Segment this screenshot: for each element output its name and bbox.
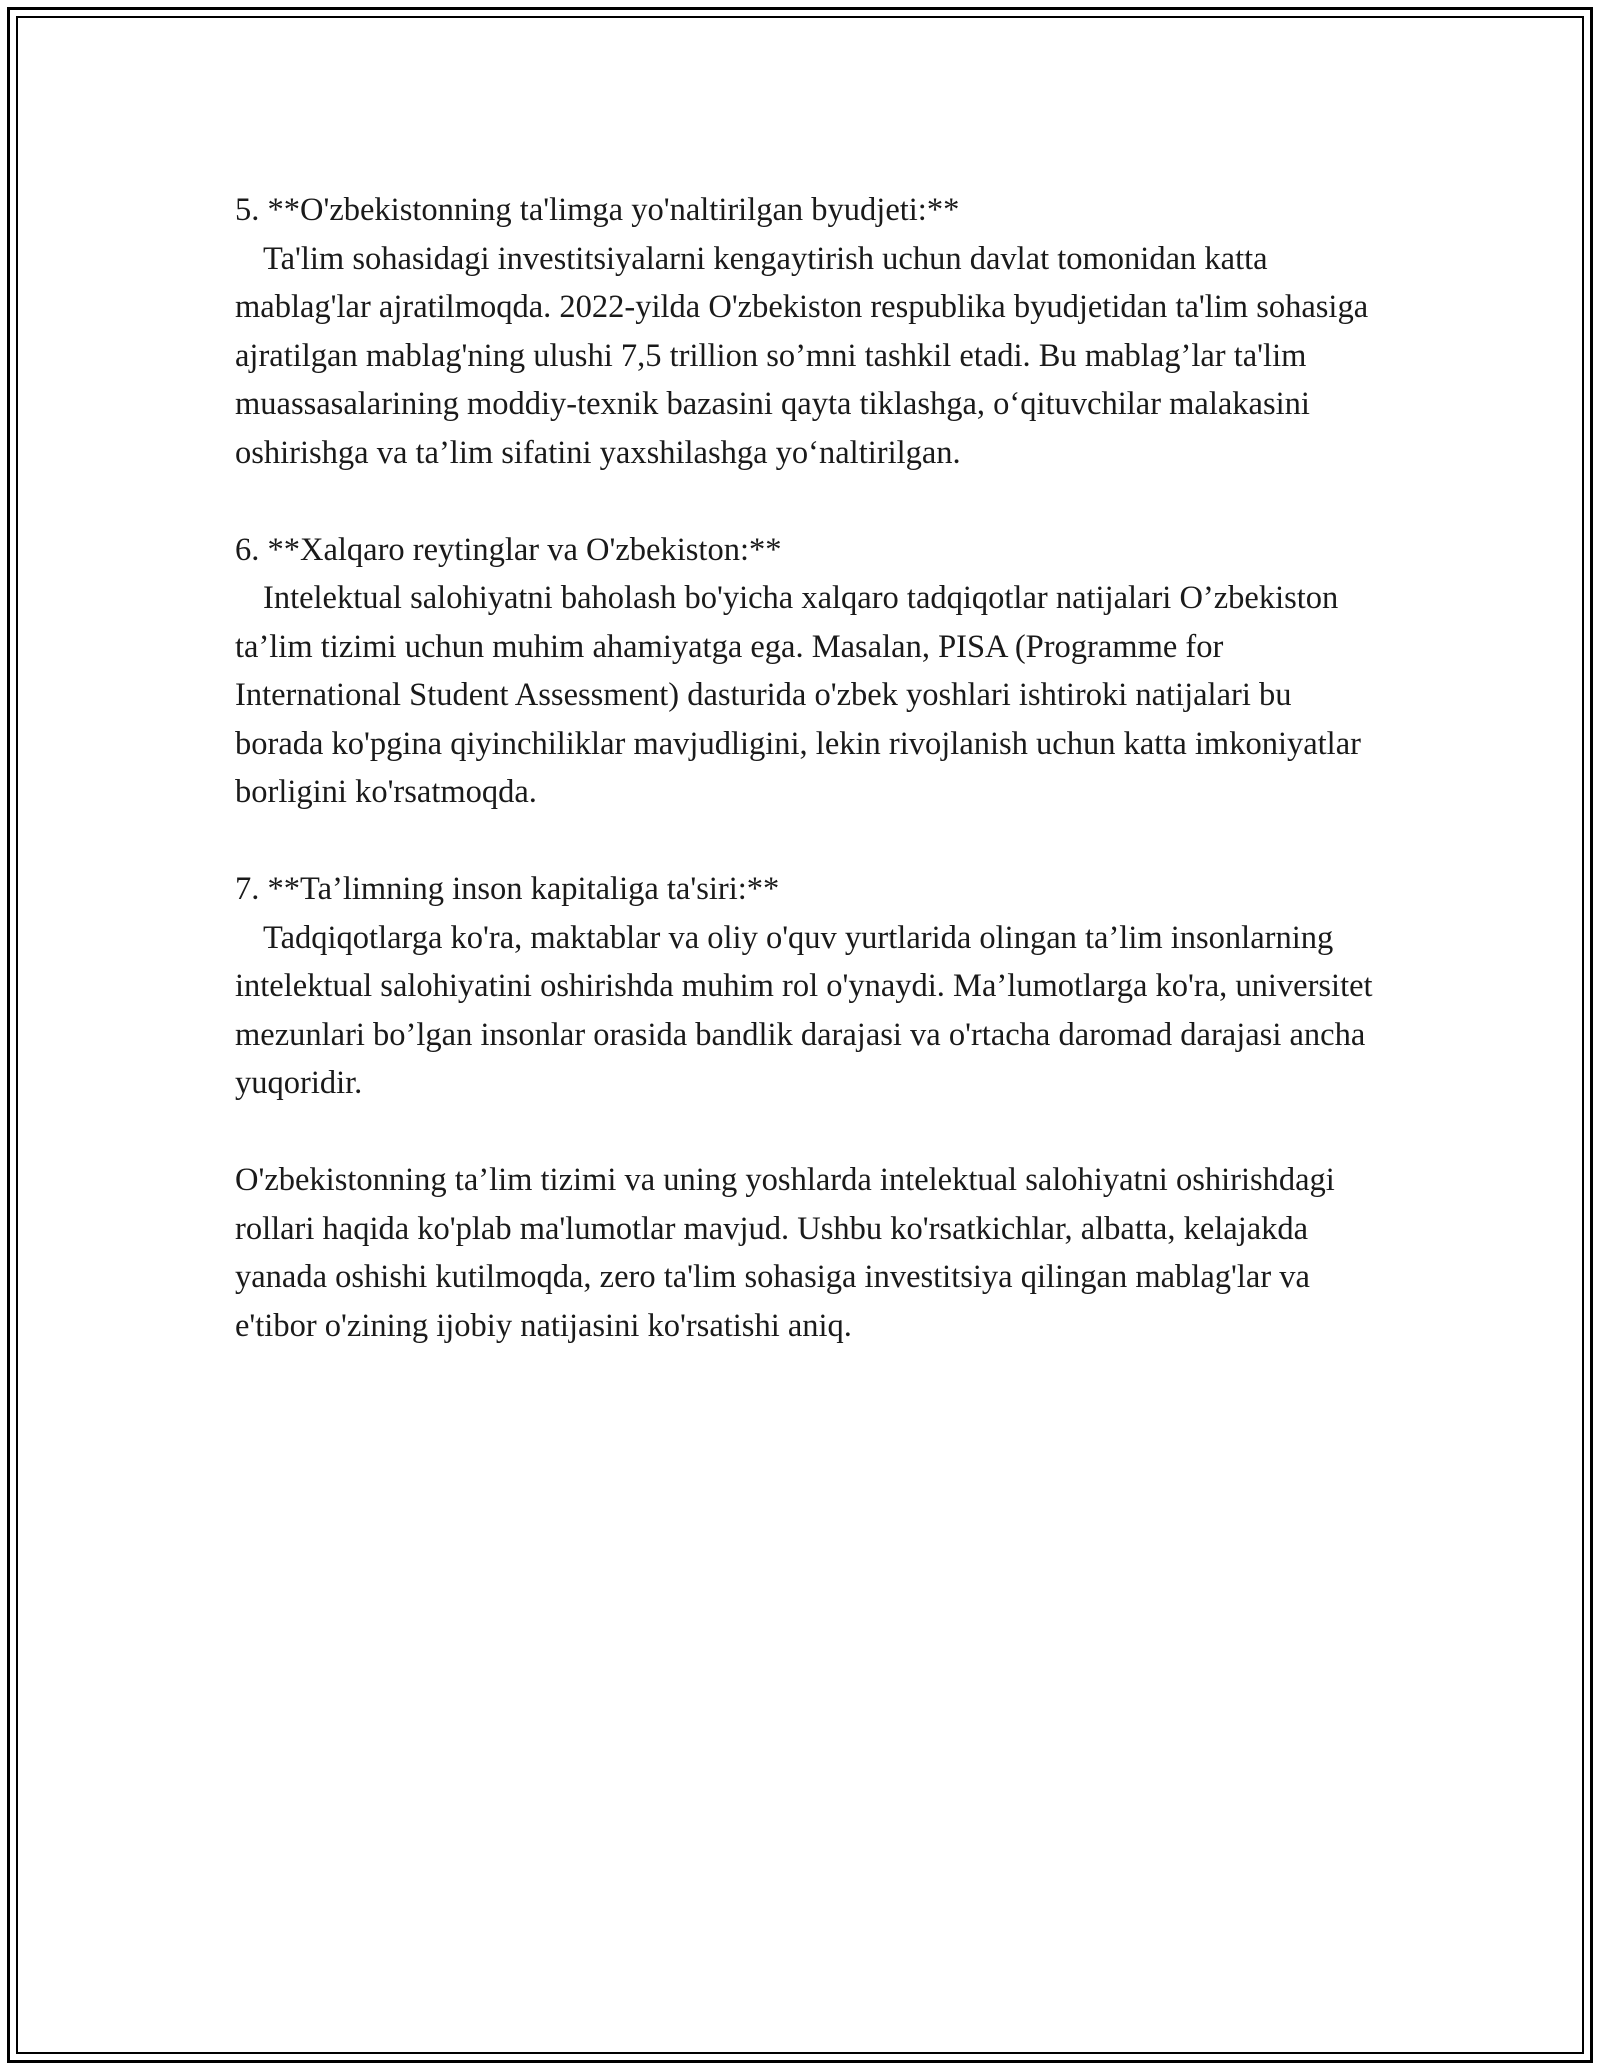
section-paragraph: Intelektual salohiyatni baholash bo'yicha xalqaro tadqiqotlar natijalari O’zbekiston ta’lim tizimi uchun muhim ahamiyatga ega. Masalan, PISA (Programme for International Student Assessment) dasturida o'zbek yoshlari ishtiroki natijalari bu borada ko'pgina qiyinchiliklar mavjudligini, lekin rivojlanish uchun katta imkoniyatlar borligini ko'rsatmoqda. (235, 580, 1361, 810)
document-body (235, 186, 1385, 1350)
section-paragraph: Tadqiqotlarga ko'ra, maktablar va oliy o'quv yurtlarida olingan ta’lim insonlarning intelektual salohiyatini oshirishda muhim rol o'ynaydi. Ma’lumotlarga ko'ra, universitet mezunlari bo’lgan insonlar orasida bandlik darajasi va o'rtacha daromad darajasi ancha yuqoridir. (235, 919, 1373, 1101)
section-human-capital (235, 865, 1385, 1108)
section-heading: 6. **Xalqaro reytinglar va O'zbekiston:** (235, 531, 782, 568)
closing-paragraph: O'zbekistonning ta’lim tizimi va uning yoshlarda intelektual salohiyatni oshirishdagi rollari haqida ko'plab ma'lumotlar mavjud. Ushbu ko'rsatkichlar, albatta, kelajakda yanada oshishi kutilmoqda, zero ta'lim sohasiga investitsiya qilingan mablag'lar va e'tibor o'zining ijobiy natijasini ko'rsatishi aniq. (235, 1162, 1335, 1344)
section-budget (235, 186, 1385, 477)
section-paragraph: Ta'lim sohasidagi investitsiyalarni kengaytirish uchun davlat tomonidan katta mablag'lar ajratilmoqda. 2022-yilda O'zbekiston respublika byudjetidan ta'lim sohasiga ajratilgan mablag'ning ulushi 7,5 trillion so’mni tashkil etadi. Bu mablag’lar ta'lim muassasalarining moddiy-texnik bazasini qayta tiklashga, o‘qituvchilar malakasini oshirishga va ta’lim sifatini yaxshilashga yo‘naltirilgan. (235, 240, 1369, 471)
section-heading: 7. **Ta’limning inson kapitaliga ta'siri:** (235, 871, 780, 907)
section-international-ratings (235, 526, 1385, 817)
section-heading: 5. **O'zbekistonning ta'limga yo'naltirilgan byudjeti:** (235, 192, 960, 228)
